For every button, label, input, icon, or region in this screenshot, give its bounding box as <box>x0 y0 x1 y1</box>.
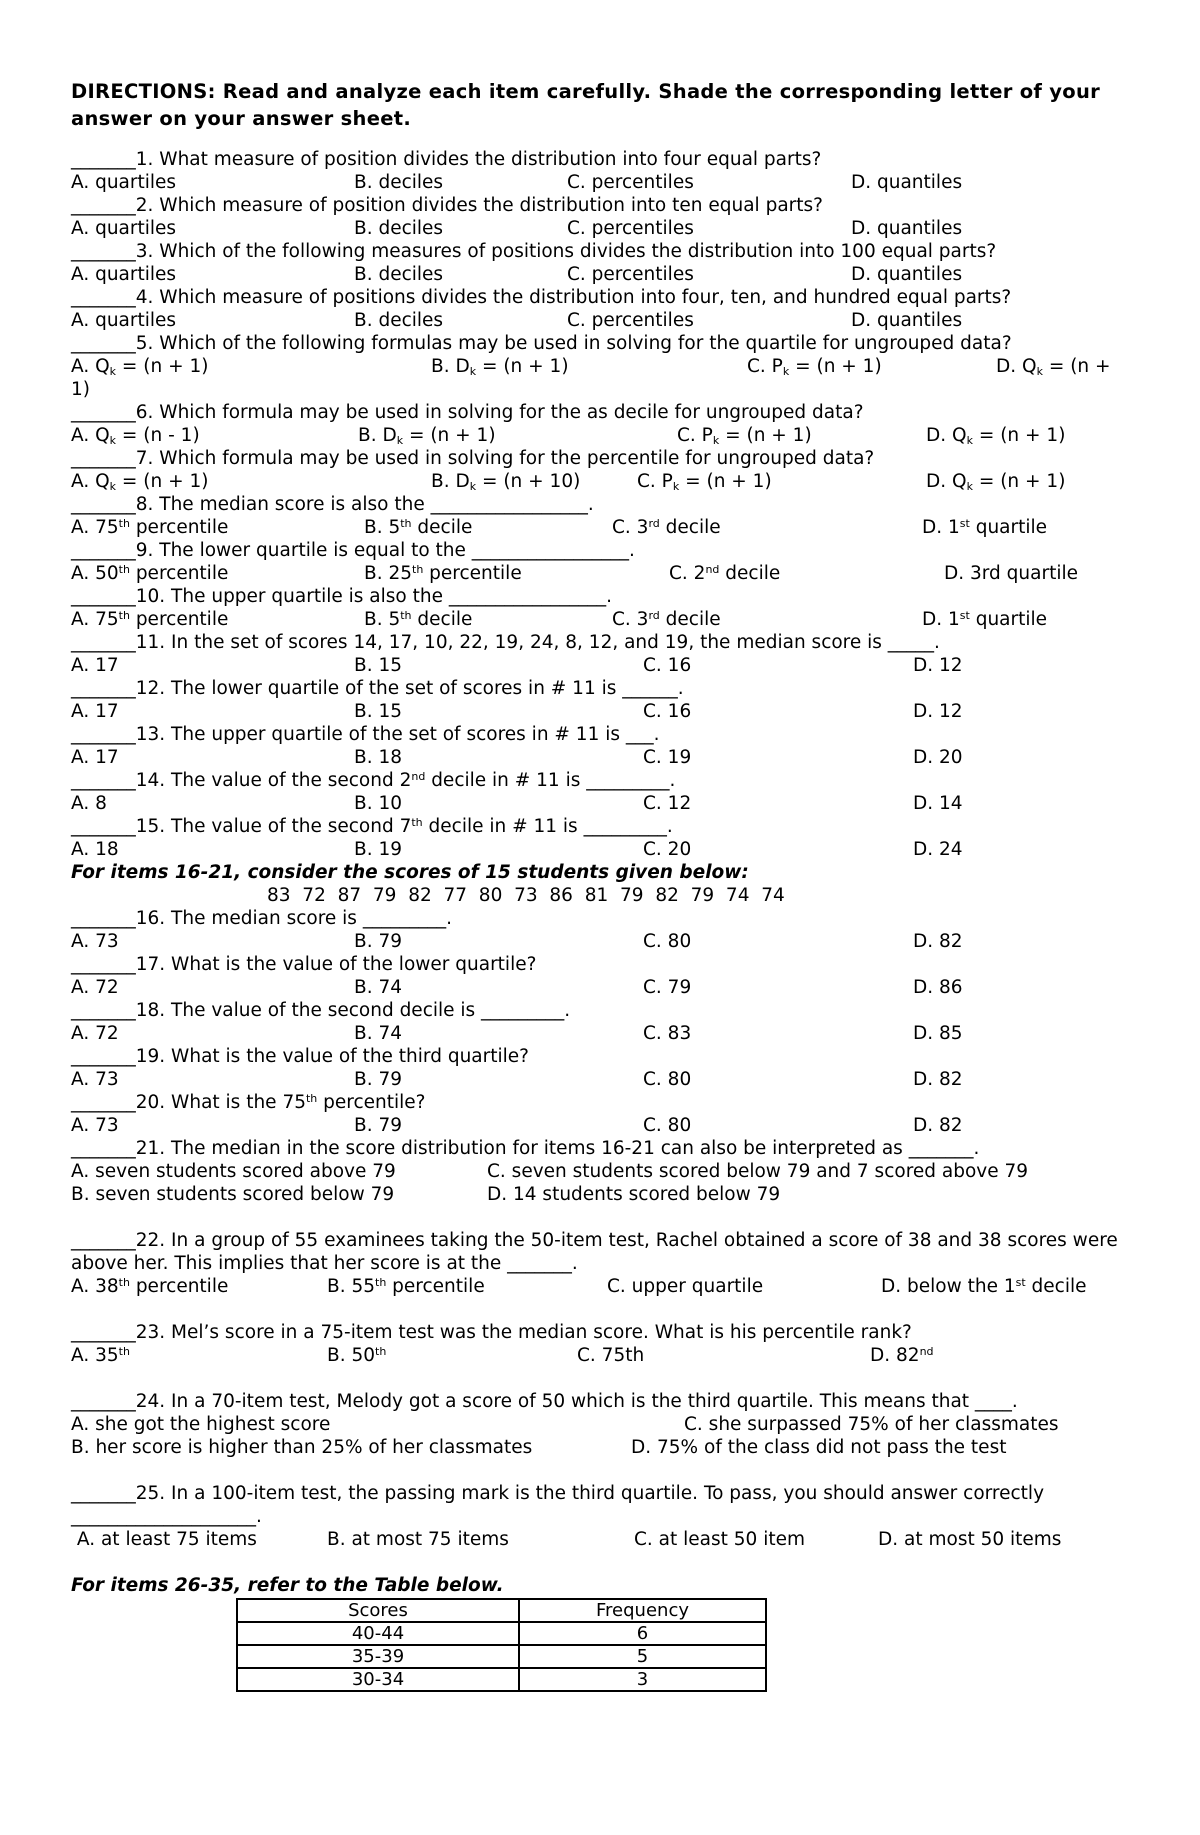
scores-text: 83 72 87 79 82 77 80 73 86 81 79 82 79 74 74 <box>267 885 785 906</box>
choice-d[interactable]: D. 82 <box>913 931 963 952</box>
question-12 <box>71 677 1131 700</box>
answer-blank: _______ <box>71 494 136 515</box>
answer-blank: _______ <box>71 448 136 469</box>
choice-a[interactable]: A. 72 <box>71 977 119 998</box>
choices-9 <box>71 562 1131 585</box>
question-stem: 9. The lower quartile is equal to the _________________. <box>135 540 635 561</box>
choices-4 <box>71 309 1131 332</box>
score-list <box>71 884 1131 907</box>
question-3 <box>71 240 1131 263</box>
choice-d[interactable]: D. 3rd quartile <box>944 563 1079 584</box>
choice-b[interactable]: B. at most 75 items <box>327 1529 509 1550</box>
choice-b[interactable]: B. 15 <box>354 701 402 722</box>
cell-scores: 40-44 <box>237 1622 519 1645</box>
question-stem: 11. In the set of scores 14, 17, 10, 22, 19, 24, 8, 12, and 19, the median score is _____. <box>135 632 940 653</box>
choice-c[interactable]: C. $P_k = (n + 1)$ <box>747 356 882 378</box>
choice-a[interactable]: A. $Q_k = (n + 1)$ <box>71 356 209 378</box>
answer-blank: _______ <box>71 816 136 837</box>
choices-25 <box>71 1528 1131 1551</box>
answer-blank: _______ <box>71 333 136 354</box>
question-stem: 8. The median score is also the _________________. <box>135 494 594 515</box>
question-18 <box>71 999 1131 1022</box>
question-7 <box>71 447 1131 470</box>
answer-blank: _______ <box>71 195 136 216</box>
choice-c[interactable]: C. 20 <box>643 839 692 860</box>
choice-d[interactable]: D. 75% of the class did not pass the test <box>631 1437 1007 1458</box>
choice-d[interactable]: D. quantiles <box>851 218 963 239</box>
choice-b[interactable]: B. deciles <box>354 310 444 331</box>
choice-a[interactable]: A. 75th percentile <box>71 517 229 538</box>
choice-d[interactable]: D. 86 <box>913 977 963 998</box>
question-22 <box>71 1229 1131 1275</box>
choice-a[interactable]: A. quartiles <box>71 218 177 239</box>
answer-blank: _______ <box>71 1391 136 1412</box>
choice-b[interactable]: B. 5th decile <box>364 609 473 630</box>
question-stem: 5. Which of the following formulas may be used in solving for the quartile for ungrouped data? <box>135 333 1012 354</box>
choice-d[interactable]: D. 12 <box>913 655 963 676</box>
choice-d[interactable]: D. quantiles <box>851 310 963 331</box>
choice-b[interactable]: B. 79 <box>354 1069 402 1090</box>
choice-c[interactable]: C. she surpassed 75% of her classmates <box>684 1414 1059 1435</box>
choice-d[interactable]: D. 12 <box>913 701 963 722</box>
choices-21-row2 <box>71 1183 1131 1206</box>
choice-c[interactable]: C. percentiles <box>567 264 694 285</box>
choices-1 <box>71 171 1131 194</box>
choice-b[interactable]: B. 15 <box>354 655 402 676</box>
quiz-page <box>71 78 1131 1692</box>
question-stem: 3. Which of the following measures of positions divides the distribution into 100 equal parts? <box>135 241 997 262</box>
answer-blank: _______ <box>71 770 136 791</box>
choice-b[interactable]: B. 74 <box>354 1023 402 1044</box>
choice-a[interactable]: A. 73 <box>71 1069 119 1090</box>
choice-d[interactable]: D. 14 <box>913 793 963 814</box>
answer-blank: _______ <box>71 149 136 170</box>
choice-d[interactable]: D. $Q_k = (n + 1)$ <box>926 471 1066 493</box>
question-8 <box>71 493 1131 516</box>
choices-23 <box>71 1344 1131 1367</box>
answer-blank: _______ <box>71 1322 136 1343</box>
choice-a[interactable]: A. 17 <box>71 747 119 768</box>
question-stem: 4. Which measure of positions divides the distribution into four, ten, and hundred equal parts? <box>135 287 1012 308</box>
choice-b[interactable]: B. 25th percentile <box>364 563 522 584</box>
choice-a[interactable]: A. 50th percentile <box>71 563 229 584</box>
choices-15 <box>71 838 1131 861</box>
answer-blank: _______ <box>71 586 136 607</box>
question-stem: 19. What is the value of the third quartile? <box>135 1046 529 1067</box>
choice-c[interactable]: C. 19 <box>643 747 692 768</box>
question-6 <box>71 401 1131 424</box>
choice-d[interactable]: D. quantiles <box>851 172 963 193</box>
choices-7 <box>71 470 1131 493</box>
choices-21-row1 <box>71 1160 1131 1183</box>
choice-b[interactable]: B. 55th percentile <box>327 1276 485 1297</box>
question-stem: 7. Which formula may be used in solving for the percentile for ungrouped data? <box>135 448 875 469</box>
choice-a[interactable]: A. 17 <box>71 701 119 722</box>
choices-14 <box>71 792 1131 815</box>
choice-d[interactable]: D. 20 <box>913 747 963 768</box>
choices-2 <box>71 217 1131 240</box>
choice-b[interactable]: B. 79 <box>354 931 402 952</box>
choice-b[interactable]: B. $D_k = (n + 10)$ <box>431 471 581 493</box>
table-header-row <box>237 1599 766 1622</box>
cell-frequency: 3 <box>519 1668 766 1691</box>
choices-18 <box>71 1022 1131 1045</box>
choice-a[interactable]: A. at least 75 items <box>71 1529 257 1550</box>
choices-24-row2 <box>71 1436 1131 1459</box>
question-13 <box>71 723 1131 746</box>
choice-a[interactable]: A. 35th <box>71 1345 130 1366</box>
question-stem: 1. What measure of position divides the distribution into four equal parts? <box>135 149 822 170</box>
answer-blank: _______ <box>71 1230 136 1251</box>
choices-12 <box>71 700 1131 723</box>
choice-d[interactable]: D. 1st quartile <box>922 609 1048 630</box>
question-stem: 25. In a 100-item test, the passing mark is the third quartile. To pass, you should answer correctly <box>135 1483 1045 1504</box>
choice-a[interactable]: A. seven students scored above 79 <box>71 1161 396 1182</box>
choice-b[interactable]: B. her score is higher than 25% of her classmates <box>71 1437 533 1458</box>
choice-b[interactable]: B. deciles <box>354 218 444 239</box>
question-21 <box>71 1137 1131 1160</box>
question-stem: 14. The value of the second 2nd decile in # 11 is _________. <box>135 770 676 791</box>
choice-c[interactable]: C. upper quartile <box>607 1276 764 1297</box>
directions: DIRECTIONS: Read and analyze each item carefully. Shade the corresponding letter of your answer on your answer sheet. <box>71 80 1101 130</box>
question-stem: 17. What is the value of the lower quartile? <box>135 954 537 975</box>
choice-b[interactable]: B. deciles <box>354 172 444 193</box>
choice-c[interactable]: C. seven students scored below 79 and 7 scored above 79 <box>487 1161 1029 1182</box>
choice-c[interactable]: C. 80 <box>643 931 692 952</box>
cell-frequency: 6 <box>519 1622 766 1645</box>
choices-19 <box>71 1068 1131 1091</box>
cell-scores: 35-39 <box>237 1645 519 1668</box>
choices-3 <box>71 263 1131 286</box>
question-stem: 6. Which formula may be used in solving for the as decile for ungrouped data? <box>135 402 864 423</box>
answer-blank: _______ <box>71 540 136 561</box>
choice-c[interactable]: C. 2nd decile <box>669 563 781 584</box>
choices-16 <box>71 930 1131 953</box>
question-stem: 18. The value of the second decile is _________. <box>135 1000 571 1021</box>
answer-blank: _______ <box>71 241 136 262</box>
answer-blank: _______ <box>71 1483 136 1504</box>
question-1 <box>71 148 1131 171</box>
question-stem: 13. The upper quartile of the set of scores in # 11 is ___. <box>135 724 660 745</box>
choice-b[interactable]: B. deciles <box>354 264 444 285</box>
question-14 <box>71 769 1131 792</box>
choice-a[interactable]: A. 75th percentile <box>71 609 229 630</box>
answer-blank: _______ <box>71 678 136 699</box>
frequency-table <box>236 1598 767 1692</box>
question-16 <box>71 907 1131 930</box>
question-stem: 24. In a 70-item test, Melody got a score of 50 which is the third quartile. This means that ____. <box>135 1391 1018 1412</box>
choice-d[interactable]: D. 82 <box>913 1115 963 1136</box>
choice-d[interactable]: D. 82nd <box>870 1345 934 1366</box>
choice-a[interactable]: A. quartiles <box>71 310 177 331</box>
choice-b[interactable]: B. 74 <box>354 977 402 998</box>
answer-blank: _______ <box>71 908 136 929</box>
choice-c[interactable]: C. 16 <box>643 655 692 676</box>
answer-blank: _______ <box>71 724 136 745</box>
choice-d[interactable]: D. 24 <box>913 839 963 860</box>
question-stem: 22. In a group of 55 examinees taking the 50-item test, Rachel obtained a score of 38 and 38 scores were above her. This implies that her score is at the _______. <box>71 1230 1118 1274</box>
choice-a[interactable]: A. $Q_k = (n - 1)$ <box>71 425 200 447</box>
choice-c[interactable]: C. 80 <box>643 1069 692 1090</box>
choice-a[interactable]: A. 17 <box>71 655 119 676</box>
header-scores: Scores <box>237 1599 519 1622</box>
choice-c[interactable]: C. at least 50 item <box>634 1529 805 1550</box>
answer-blank: _______ <box>71 954 136 975</box>
choice-b[interactable]: B. 5th decile <box>364 517 473 538</box>
question-stem: 21. The median in the score distribution for items 16-21 can also be interpreted as _______. <box>135 1138 980 1159</box>
header-frequency: Frequency <box>519 1599 766 1622</box>
choice-b[interactable]: B. 79 <box>354 1115 402 1136</box>
choices-5 <box>71 355 1131 378</box>
answer-blank: _______ <box>71 632 136 653</box>
choice-d[interactable]: D. 1st quartile <box>922 517 1048 538</box>
choice-a[interactable]: A. 18 <box>71 839 119 860</box>
question-23 <box>71 1321 1131 1344</box>
table-row <box>237 1668 766 1691</box>
question-17 <box>71 953 1131 976</box>
cell-scores: 30-34 <box>237 1668 519 1691</box>
table-row <box>237 1645 766 1668</box>
choice-c[interactable]: C. percentiles <box>567 310 694 331</box>
choice-a[interactable]: A. she got the highest score <box>71 1414 331 1435</box>
choice-d[interactable]: D. $Q_k = (n$ + <box>996 356 1111 378</box>
choices-22 <box>71 1275 1131 1298</box>
question-stem: 10. The upper quartile is also the _________________. <box>135 586 612 607</box>
answer-blank: _______ <box>71 1092 136 1113</box>
choice-c[interactable]: C. 80 <box>643 1115 692 1136</box>
question-stem: 15. The value of the second 7th decile in # 11 is _________. <box>135 816 673 837</box>
choice-d[interactable]: D. quantiles <box>851 264 963 285</box>
choice-a[interactable]: A. 8 <box>71 793 107 814</box>
choice-b[interactable]: B. 18 <box>354 747 402 768</box>
question-9 <box>71 539 1131 562</box>
question-11 <box>71 631 1131 654</box>
choice-a[interactable]: A. 73 <box>71 931 119 952</box>
choices-8 <box>71 516 1131 539</box>
choice-d[interactable]: D. at most 50 items <box>878 1529 1062 1550</box>
question-stem: 16. The median score is _________. <box>135 908 452 929</box>
choice-b[interactable]: B. 50th <box>327 1345 387 1366</box>
choice-c[interactable]: C. percentiles <box>567 218 694 239</box>
cell-frequency: 5 <box>519 1645 766 1668</box>
choice-c[interactable]: C. percentiles <box>567 172 694 193</box>
choice-a[interactable]: A. 73 <box>71 1115 119 1136</box>
choices-10 <box>71 608 1131 631</box>
question-5 <box>71 332 1131 355</box>
choice-c[interactable]: C. 3rd decile <box>612 517 721 538</box>
choices-20 <box>71 1114 1131 1137</box>
question-stem: 2. Which measure of position divides the distribution into ten equal parts? <box>135 195 823 216</box>
choices-6 <box>71 424 1131 447</box>
choice-a[interactable]: A. $Q_k = (n + 1)$ <box>71 471 209 493</box>
question-20 <box>71 1091 1131 1114</box>
question-19 <box>71 1045 1131 1068</box>
choice-c[interactable]: C. 16 <box>643 701 692 722</box>
choice-b[interactable]: B. 19 <box>354 839 402 860</box>
answer-blank: _______ <box>71 1000 136 1021</box>
choice-d[interactable]: D. 82 <box>913 1069 963 1090</box>
answer-blank: _______ <box>71 287 136 308</box>
choice-c[interactable]: C. $P_k = (n + 1)$ <box>677 425 812 447</box>
question-10 <box>71 585 1131 608</box>
question-stem: 23. Mel’s score in a 75-item test was the median score. What is his percentile rank? <box>135 1322 912 1343</box>
answer-blank: _______ <box>71 1138 136 1159</box>
answer-blank: _______ <box>71 402 136 423</box>
question-15 <box>71 815 1131 838</box>
choice-c[interactable]: C. 79 <box>643 977 692 998</box>
choice-d[interactable]: D. 14 students scored below 79 <box>487 1184 781 1205</box>
choice-c[interactable]: C. 12 <box>643 793 692 814</box>
choice-b[interactable]: B. 10 <box>354 793 402 814</box>
choice-b[interactable]: B. $D_k = (n + 1)$ <box>431 356 569 378</box>
choice-a[interactable]: A. 38th percentile <box>71 1276 229 1297</box>
choices-13 <box>71 746 1131 769</box>
choices-11 <box>71 654 1131 677</box>
choice-c[interactable]: C. 75th <box>577 1345 645 1366</box>
choice-a[interactable]: A. 72 <box>71 1023 119 1044</box>
choice-d-continued: 1) <box>71 379 90 400</box>
question-25 <box>71 1482 1131 1505</box>
question-stem: 20. What is the 75th percentile? <box>135 1092 426 1113</box>
choices-24-row1 <box>71 1413 1131 1436</box>
choices-17 <box>71 976 1131 999</box>
answer-blank: _______ <box>71 1046 136 1067</box>
choice-c[interactable]: C. 3rd decile <box>612 609 721 630</box>
question-2 <box>71 194 1131 217</box>
choice-b[interactable]: B. $D_k = (n + 1)$ <box>358 425 496 447</box>
question-24 <box>71 1390 1131 1413</box>
choice-d[interactable]: D. 85 <box>913 1023 963 1044</box>
choice-a[interactable]: A. quartiles <box>71 264 177 285</box>
choice-d[interactable]: D. $Q_k = (n + 1)$ <box>926 425 1066 447</box>
choice-a[interactable]: A. quartiles <box>71 172 177 193</box>
section-note-26-35: For items 26-35, refer to the Table below. <box>71 1575 504 1596</box>
choice-d[interactable]: D. below the 1st decile <box>881 1276 1087 1297</box>
question-stem: 12. The lower quartile of the set of scores in # 11 is ______. <box>135 678 684 699</box>
choice-c[interactable]: C. $P_k = (n + 1)$ <box>637 471 772 493</box>
choice-b[interactable]: B. seven students scored below 79 <box>71 1184 395 1205</box>
section-note-16-21: For items 16-21, consider the scores of 15 students given below: <box>71 862 749 883</box>
choice-c[interactable]: C. 83 <box>643 1023 692 1044</box>
question-25-continued: ____________________. <box>71 1506 262 1527</box>
table-row <box>237 1622 766 1645</box>
question-4 <box>71 286 1131 309</box>
